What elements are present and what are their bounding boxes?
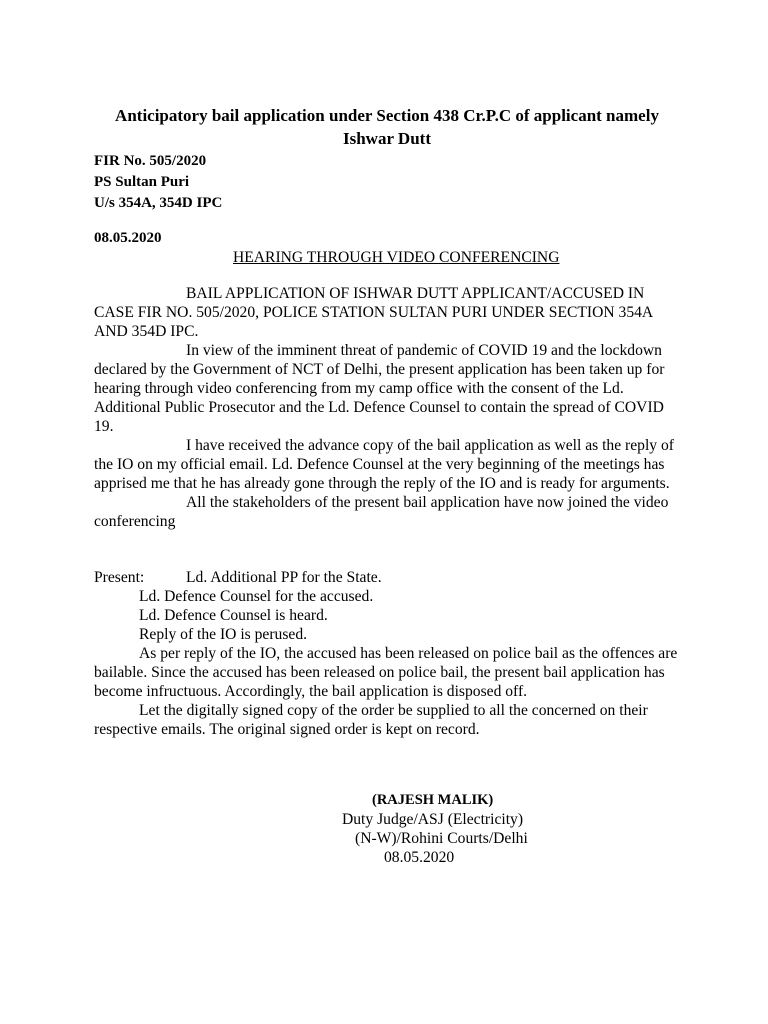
document-title [90, 104, 684, 150]
present-row [94, 568, 684, 587]
judge-designation: Duty Judge/ASJ (Electricity) [342, 811, 524, 828]
present-line: Reply of the IO is perused. [139, 626, 308, 643]
present-list [94, 587, 684, 739]
present-line: Ld. Defence Counsel is heard. [139, 607, 328, 624]
paragraph-digital-copy: Let the digitally signed copy of the order be supplied to all the concerned on their respective emails. The original signed order is kept on record. [94, 702, 648, 738]
paragraph-bail-application: BAIL APPLICATION OF ISHWAR DUTT APPLICANT/ACCUSED IN CASE FIR NO. 505/2020, POLICE STATION SULTAN PURI UNDER SECTION 354A AND 354D IPC. [94, 285, 653, 340]
present-line: Ld. Defence Counsel for the accused. [139, 588, 374, 605]
signature-date: 08.05.2020 [384, 849, 455, 866]
present-first: Ld. Additional PP for the State. [186, 569, 382, 586]
judge-court: (N-W)/Rohini Courts/Delhi [355, 830, 528, 847]
police-station: PS Sultan Puri [94, 174, 190, 190]
paragraph-covid: In view of the imminent threat of pandemic of COVID 19 and the lockdown declared by the Government of NCT of Delhi, the present application has been taken up for hearing through video conferencing from my camp office with the consent of the Ld. Additional Public Prosecutor and the Ld. Defence Counsel to contain the spread of COVID 19. [94, 342, 665, 435]
hearing-mode-heading: HEARING THROUGH VIDEO CONFERENCING [233, 249, 560, 266]
title-line-2: Ishwar Dutt [342, 129, 431, 148]
case-details [94, 151, 222, 214]
paragraph-stakeholders: All the stakeholders of the present bail application have now joined the video conferencing [94, 494, 669, 530]
order-date: 08.05.2020 [94, 230, 162, 246]
paragraph-advance-copy: I have received the advance copy of the bail application as well as the reply of the IO on my official email. Ld. Defence Counsel at the very beginning of the meetings has apprised me that he has already gone through the reply of the IO and is ready for arguments. [94, 437, 674, 492]
order-body [94, 284, 684, 531]
ipc-sections: U/s 354A, 354D IPC [94, 195, 223, 211]
fir-number: FIR No. 505/2020 [94, 153, 207, 169]
signature-block [342, 791, 602, 867]
paragraph-order: As per reply of the IO, the accused has been released on police bail as the offences are bailable. Since the accused has been released on police bail, the present bail application has become infructuous. Accordingly, the bail application is disposed off. [94, 645, 678, 700]
present-label: Present: [94, 569, 145, 586]
judge-name: (RAJESH MALIK) [372, 792, 494, 808]
title-line-1: Anticipatory bail application under Section 438 Cr.P.C of applicant namely [115, 106, 659, 125]
